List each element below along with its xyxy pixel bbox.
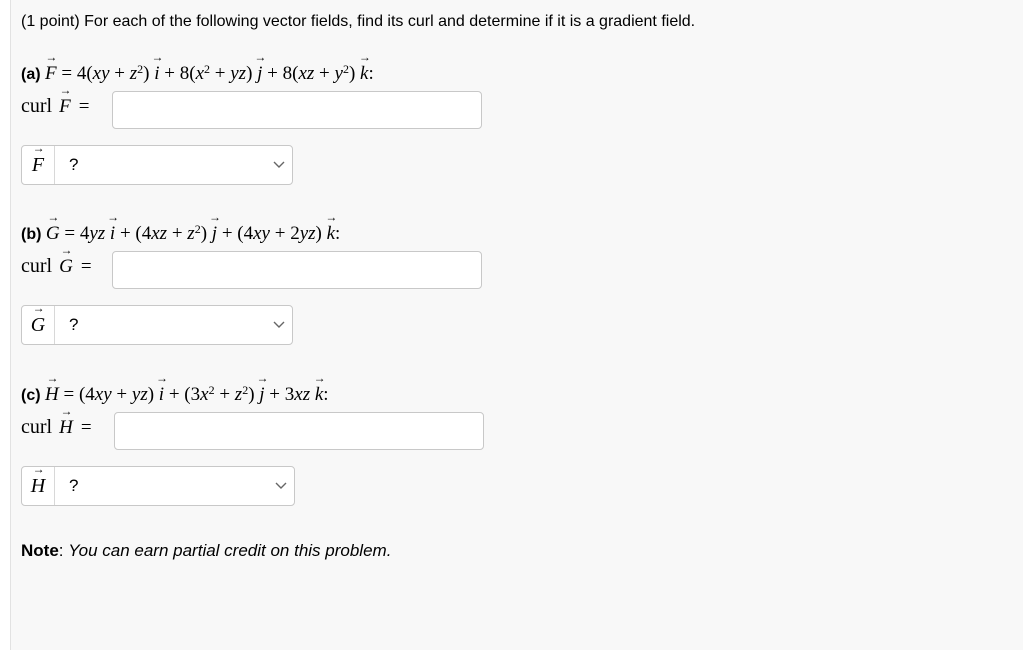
curl-h-input[interactable] [114,412,484,450]
part-c-curl-row: curl → H = [21,416,92,439]
part-a-label: (a) [21,66,41,83]
curl-label: curl [21,255,53,277]
select-prefix-g: → G [31,314,45,337]
curl-g-input[interactable] [112,251,482,289]
part-c-label: (c) [21,387,41,404]
part-b-label: (b) [21,226,42,243]
curl-field-symbol: → F [59,96,71,118]
curl-label: curl [21,95,53,117]
gradient-select-h[interactable] [21,466,295,506]
gradient-select-f[interactable] [21,145,293,185]
chevron-down-icon [268,482,294,490]
select-value-g: ? [69,315,79,334]
select-value-f: ? [69,155,79,174]
problem-panel [10,0,1023,650]
field-symbol-g: → G [46,223,60,245]
select-prefix-f: → F [32,154,44,177]
select-value-h: ? [69,476,79,495]
chevron-down-icon [266,161,292,169]
part-a-equation: $(a) \to F = 4(xy + z^2) \to i + 8(x^2 + yz) \to j + 8(xz + y^2) \to k$: [21,62,374,85]
field-symbol-h: → H [45,384,59,406]
part-c-equation: $(c) \to H = (4xy + yz) \to i + (3x^2 + z^2) \to j + 3xz \to k$: [21,383,329,406]
curl-field-symbol: → H [59,417,73,439]
problem-intro: (1 point) For each of the following vector fields, find its curl and determine if it is a gradient field. [21,13,696,30]
curl-label: curl [21,416,53,438]
select-prefix-h: → H [31,475,45,498]
note-label: Note [21,541,59,560]
chevron-down-icon [266,321,292,329]
note-text: You can earn partial credit on this problem. [68,541,392,560]
part-b-curl-row: curl → G = [21,255,92,278]
gradient-select-g[interactable] [21,305,293,345]
curl-f-input[interactable] [112,91,482,129]
part-b-equation: $(b) \to G = 4yz \to i + (4xz + z^2) \to j + (4xy + 2yz) \to k$: [21,222,340,245]
curl-field-symbol: → G [59,256,73,278]
part-a-curl-row: curl → F = [21,95,89,118]
field-symbol-f: → F [45,63,57,85]
partial-credit-note: Note: You can earn partial credit on this problem. [21,541,392,560]
